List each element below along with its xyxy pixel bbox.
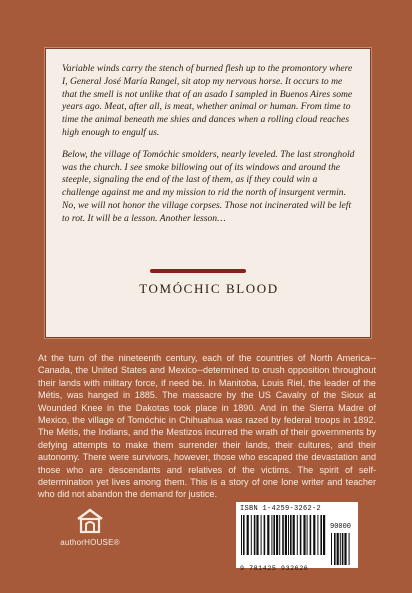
isbn-text: ISBN 1-4259-3262-2 (240, 505, 322, 513)
book-description: At the turn of the nineteenth century, each of the countries of North America--Canada, the United States and Mexico--determined to crush opposition throughout their lands with military force, if need be. In Manitoba, Louis Riel, the leader of the Métis, was hanged in 1885. The massacre by the US Cavalry of the Sioux at Wounded Knee in the Dakotas took place in 1890. And in the Sierra Madre of Mexico, the village of Tomóchic in Chihuahua was razed by federal troops in 1892. The Métis, the Indians, and the Mestizos incurred the wrath of their governments by defying attempts to make them surrender their lands, their cultures, and their autonomy. There were survivors, however, those who escaped the devastation and those who are descendants and relatives of the victims. The spirit of self-determination yet lives among them. This is a story of one lone writer and teacher who did not abandon the demand for justice. (38, 353, 376, 500)
ean-barcode (240, 515, 328, 555)
excerpt-paragraph-2: Below, the village of Tomóchic smolders, nearly leveled. The last stronghold was the church. I see smoke billowing out of its windows and around the steeple, signaling the end of the last of them, as if they could win a challenge against me and my mission to rid the north of insurgent vermin. No, we will not honor the village corpses. Those not incinerated will be left to rot. It will be a lesson. Another lesson… (62, 148, 355, 224)
price-code: 90000 (330, 523, 352, 531)
ean-number: 9 781425 932626 (240, 565, 309, 572)
excerpt-paragraph-1: Variable winds carry the stench of burned flesh up to the promontory where I, General José María Rangel, sit atop my nervous horse. It occurs to me that the smell is not unlike that of an asado I sampled in Buenos Aires some years ago. Meat, after all, is meat, whether animal or human. From time to time the animal beneath me shies and dances when a rolling cloud reaches high enough to engulf us. (62, 63, 353, 138)
book-title: TOMÓCHIC BLOOD (139, 281, 279, 296)
addon-barcode (330, 533, 352, 565)
barcode-block (236, 502, 358, 572)
publisher-name: authorHOUSE® (60, 538, 120, 547)
excerpt-panel (45, 48, 371, 338)
decorative-divider (150, 269, 246, 273)
house-icon (75, 506, 105, 536)
publisher-logo (60, 506, 120, 547)
